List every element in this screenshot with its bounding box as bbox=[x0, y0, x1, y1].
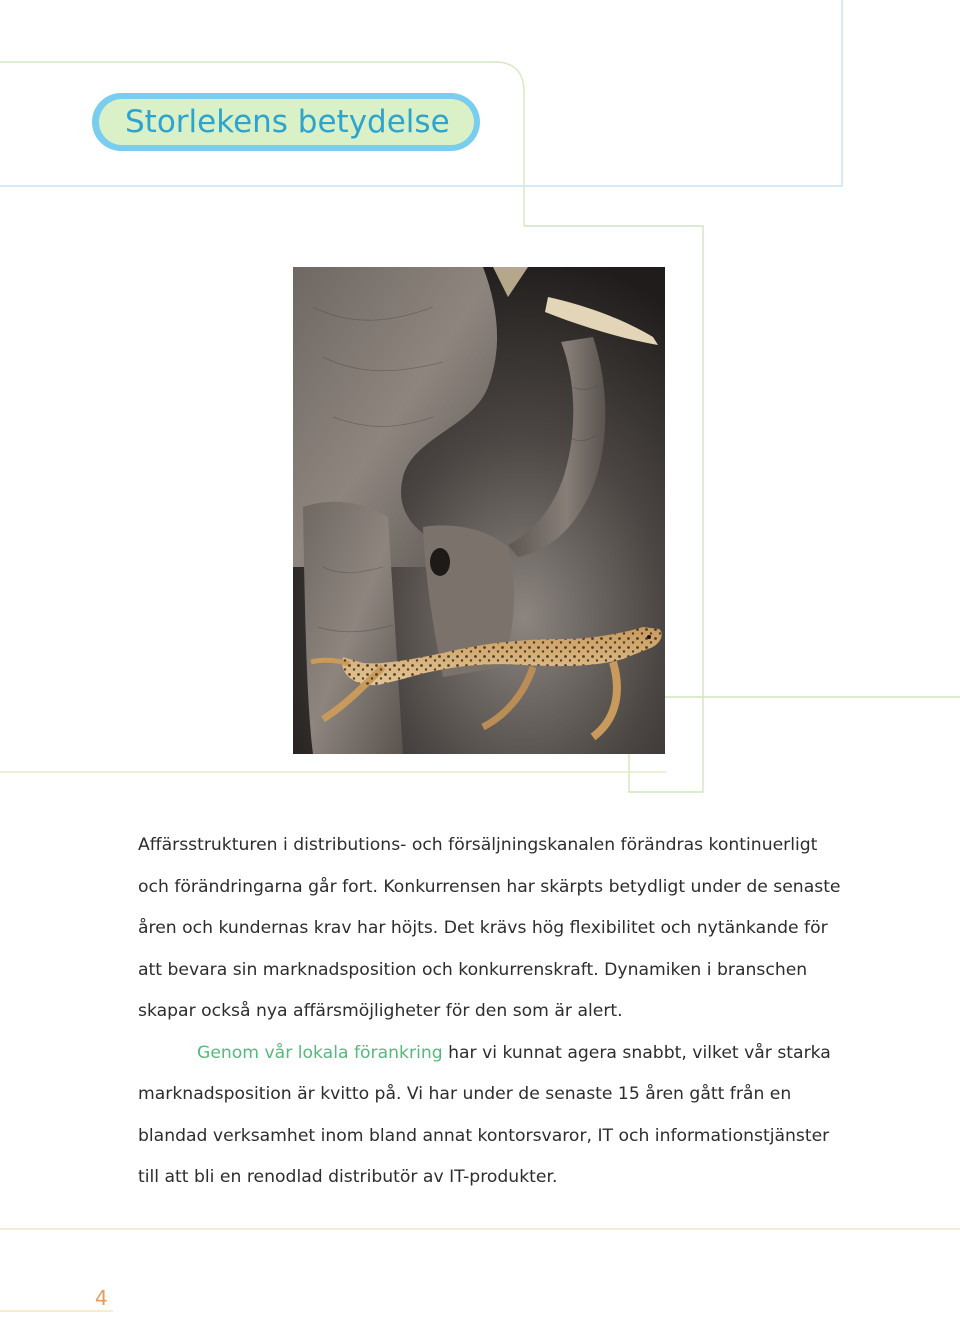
body-line-rest: har vi kunnat agera snabbt, vilket vår starka bbox=[442, 1042, 831, 1063]
body-line: till att bli en renodlad distributör av IT-produkter. bbox=[138, 1167, 558, 1187]
page-title: Storlekens betydelse bbox=[125, 104, 450, 140]
page-number: 4 bbox=[95, 1286, 108, 1310]
elephant-cheetah-photo bbox=[293, 267, 665, 754]
body-line: Affärsstrukturen i distributions- och försäljningskanalen förändras kontinuerligt bbox=[138, 835, 818, 855]
body-line: att bevara sin marknadsposition och konkurrenskraft. Dynamiken i branschen bbox=[138, 959, 808, 980]
body-line: och förändringarna går fort. Konkurrensen har skärpts betydligt under de senaste bbox=[138, 876, 841, 897]
photo-illustration bbox=[293, 267, 665, 754]
body-line-with-highlight bbox=[138, 1033, 868, 1075]
body-line: marknadsposition är kvitto på. Vi har under de senaste 15 åren gått från en bbox=[138, 1084, 792, 1104]
body-line: åren och kundernas krav har höjts. Det krävs hög flexibilitet och nytänkande för bbox=[138, 918, 828, 938]
body-line: blandad verksamhet inom bland annat kontorsvaror, IT och informationstjänster bbox=[138, 1125, 830, 1146]
body-line: skapar också nya affärsmöjligheter för den som är alert. bbox=[138, 1001, 623, 1021]
body-text bbox=[138, 825, 868, 1199]
highlight-phrase: Genom vår lokala förankring bbox=[197, 1042, 443, 1063]
